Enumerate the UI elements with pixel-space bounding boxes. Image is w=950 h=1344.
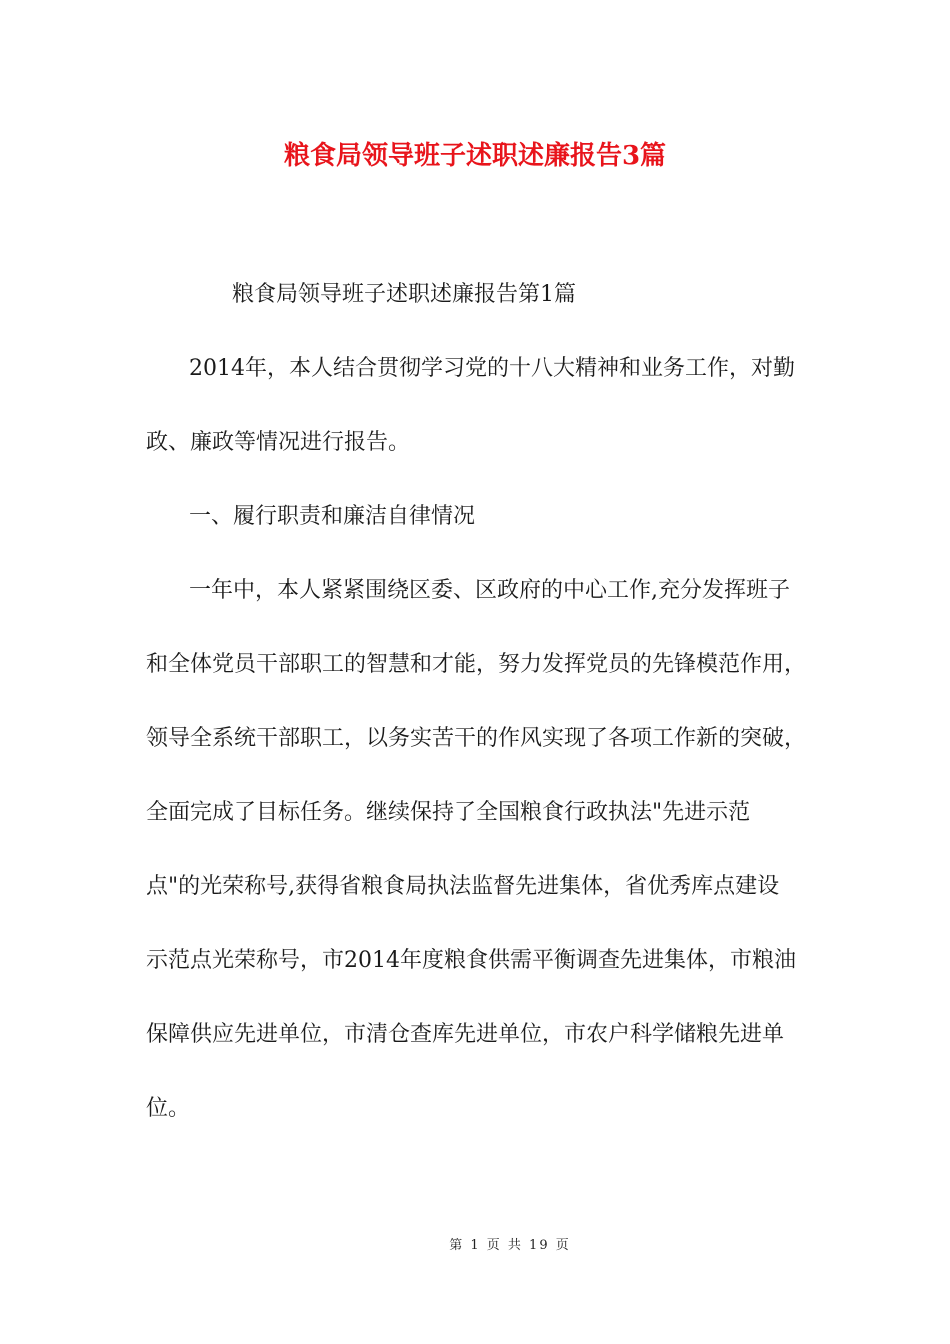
paragraph-line: 2014年，本人结合贯彻学习党的十八大精神和业务工作，对勤 — [189, 356, 795, 381]
paragraph-line: 保障供应先进单位，市清仓查库先进单位，市农户科学储粮先进单 — [146, 1022, 785, 1047]
section-heading: 粮食局领导班子述职述廉报告第1篇 — [232, 282, 576, 307]
paragraph-line: 全面完成了目标任务。继续保持了全国粮食行政执法"先进示范 — [146, 800, 751, 825]
paragraph-line: 点"的光荣称号,获得省粮食局执法监督先进集体，省优秀库点建设 — [146, 874, 780, 899]
page-number-footer: 第 1 页 共 19 页 — [449, 1238, 571, 1253]
paragraph-line: 领导全系统干部职工，以务实苦干的作风实现了各项工作新的突破， — [146, 726, 807, 751]
paragraph-line: 和全体党员干部职工的智慧和才能，努力发挥党员的先锋模范作用， — [146, 652, 807, 677]
paragraph-line: 示范点光荣称号，市2014年度粮食供需平衡调查先进集体，市粮油 — [146, 948, 796, 973]
paragraph-line: 一年中，本人紧紧围绕区委、区政府的中心工作,充分发挥班子 — [189, 578, 790, 603]
document-title: 粮食局领导班子述职述廉报告3篇 — [283, 141, 667, 171]
paragraph-line: 政、廉政等情况进行报告。 — [146, 430, 411, 455]
paragraph-line: 位。 — [146, 1096, 191, 1121]
subsection-heading: 一、履行职责和廉洁自律情况 — [189, 504, 476, 529]
